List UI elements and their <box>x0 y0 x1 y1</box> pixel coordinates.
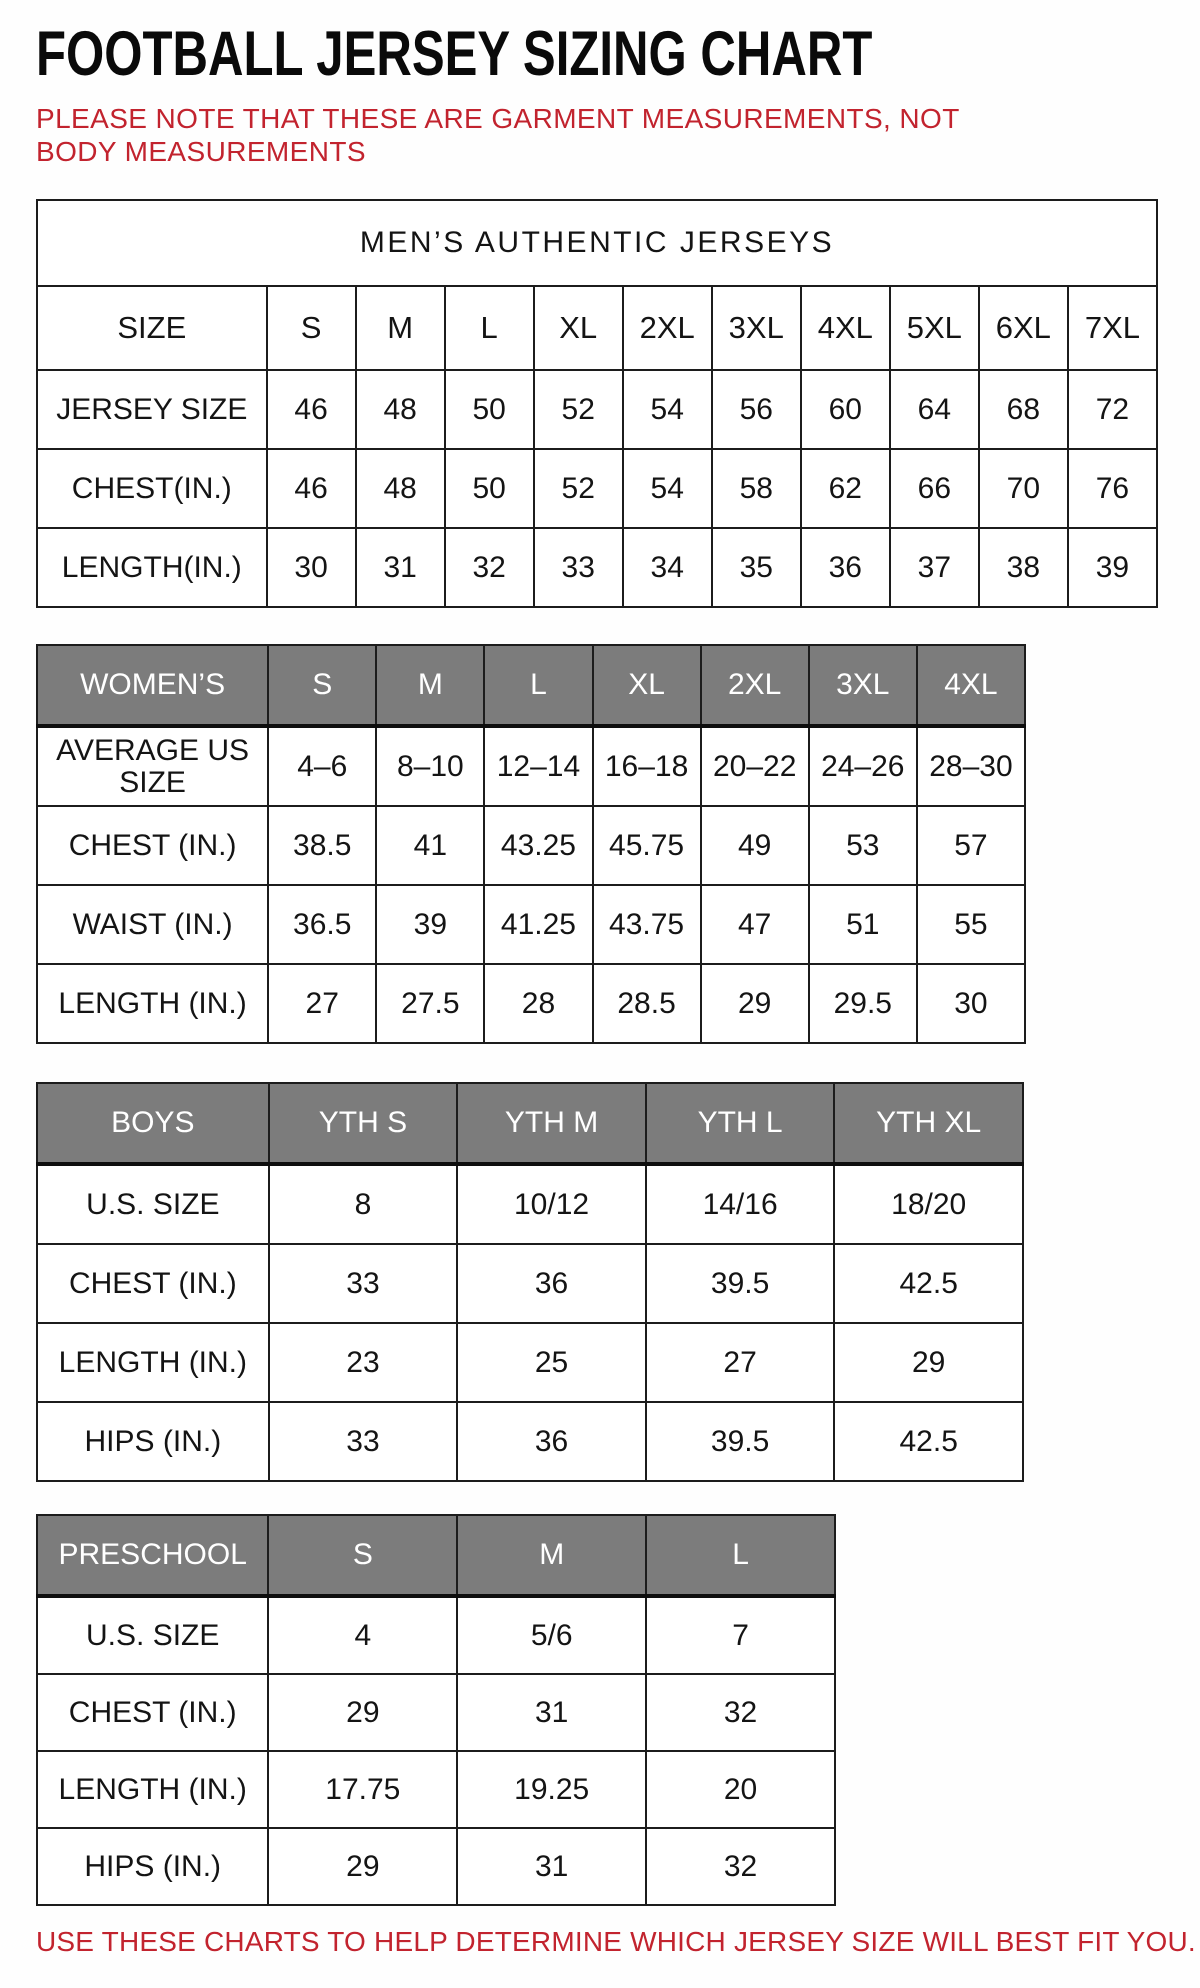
value-cell: 42.5 <box>834 1244 1023 1323</box>
value-cell: 27 <box>268 964 376 1043</box>
womens-length-in-row <box>37 964 1025 1043</box>
preschool-u-s-size-label: U.S. SIZE <box>37 1596 268 1674</box>
mens-column-4xl: 4XL <box>801 286 890 370</box>
value-cell: 25 <box>457 1323 646 1402</box>
value-cell: 29 <box>268 1828 457 1905</box>
mens-column-3xl: 3XL <box>712 286 801 370</box>
womens-sizing-table <box>36 644 1026 1044</box>
value-cell: 37 <box>890 528 979 607</box>
boys-column-yth-l: YTH L <box>646 1083 835 1164</box>
value-cell: 70 <box>979 449 1068 528</box>
value-cell: 76 <box>1068 449 1157 528</box>
womens-column-xl: XL <box>593 645 701 726</box>
mens-column-l: L <box>445 286 534 370</box>
mens-column-m: M <box>356 286 445 370</box>
value-cell: 28 <box>484 964 592 1043</box>
mens-length-in-row <box>37 528 1157 607</box>
mens-column-s: S <box>267 286 356 370</box>
value-cell: 7 <box>646 1596 835 1674</box>
preschool-u-s-size-row <box>37 1596 835 1674</box>
value-cell: 38 <box>979 528 1068 607</box>
boys-chest-in-label: CHEST (IN.) <box>37 1244 269 1323</box>
value-cell: 36.5 <box>268 885 376 964</box>
value-cell: 36 <box>457 1244 646 1323</box>
value-cell: 8 <box>269 1164 458 1244</box>
boys-hips-in-label: HIPS (IN.) <box>37 1402 269 1481</box>
preschool-header-row <box>37 1515 835 1596</box>
value-cell: 39 <box>1068 528 1157 607</box>
mens-banner-row <box>37 200 1157 286</box>
mens-chest-in-row <box>37 449 1157 528</box>
boys-hips-in-row <box>37 1402 1023 1481</box>
preschool-column-l: L <box>646 1515 835 1596</box>
mens-jersey-size-label: JERSEY SIZE <box>37 370 267 449</box>
womens-column-s: S <box>268 645 376 726</box>
mens-banner-title: MEN’S AUTHENTIC JERSEYS <box>37 200 1157 286</box>
mens-chest-in-label: CHEST(IN.) <box>37 449 267 528</box>
garment-measurements-note: PLEASE NOTE THAT THESE ARE GARMENT MEASUREMENTS, NOT BODY MEASUREMENTS <box>36 103 960 167</box>
value-cell: 39.5 <box>646 1402 835 1481</box>
value-cell: 28.5 <box>593 964 701 1043</box>
mens-column-2xl: 2XL <box>623 286 712 370</box>
value-cell: 35 <box>712 528 801 607</box>
value-cell: 12–14 <box>484 726 592 806</box>
value-cell: 28–30 <box>917 726 1025 806</box>
boys-column-yth-m: YTH M <box>457 1083 646 1164</box>
womens-header-row <box>37 645 1025 726</box>
value-cell: 41.25 <box>484 885 592 964</box>
value-cell: 34 <box>623 528 712 607</box>
value-cell: 30 <box>917 964 1025 1043</box>
value-cell: 46 <box>267 449 356 528</box>
value-cell: 32 <box>646 1828 835 1905</box>
mens-header-label: SIZE <box>37 286 267 370</box>
womens-column-4xl: 4XL <box>917 645 1025 726</box>
value-cell: 4–6 <box>268 726 376 806</box>
value-cell: 29.5 <box>809 964 917 1043</box>
womens-chest-in-row <box>37 806 1025 885</box>
value-cell: 49 <box>701 806 809 885</box>
value-cell: 64 <box>890 370 979 449</box>
mens-sizing-table <box>36 199 1158 608</box>
mens-length-in-label: LENGTH(IN.) <box>37 528 267 607</box>
value-cell: 41 <box>376 806 484 885</box>
value-cell: 31 <box>356 528 445 607</box>
womens-column-3xl: 3XL <box>809 645 917 726</box>
womens-column-2xl: 2XL <box>701 645 809 726</box>
value-cell: 52 <box>534 370 623 449</box>
value-cell: 29 <box>834 1323 1023 1402</box>
value-cell: 48 <box>356 370 445 449</box>
page-title: FOOTBALL JERSEY SIZING CHART <box>36 19 873 89</box>
womens-header-label: WOMEN’S <box>37 645 268 726</box>
value-cell: 62 <box>801 449 890 528</box>
value-cell: 8–10 <box>376 726 484 806</box>
value-cell: 32 <box>445 528 534 607</box>
womens-waist-in-label: WAIST (IN.) <box>37 885 268 964</box>
value-cell: 30 <box>267 528 356 607</box>
value-cell: 42.5 <box>834 1402 1023 1481</box>
womens-waist-in-row <box>37 885 1025 964</box>
value-cell: 31 <box>457 1828 646 1905</box>
value-cell: 68 <box>979 370 1068 449</box>
value-cell: 32 <box>646 1674 835 1751</box>
value-cell: 60 <box>801 370 890 449</box>
womens-average-us-size-row <box>37 726 1025 806</box>
value-cell: 38.5 <box>268 806 376 885</box>
mens-jersey-size-row <box>37 370 1157 449</box>
value-cell: 53 <box>809 806 917 885</box>
value-cell: 29 <box>268 1674 457 1751</box>
boys-header-row <box>37 1083 1023 1164</box>
value-cell: 10/12 <box>457 1164 646 1244</box>
value-cell: 56 <box>712 370 801 449</box>
preschool-hips-in-row <box>37 1828 835 1905</box>
value-cell: 36 <box>457 1402 646 1481</box>
boys-column-yth-s: YTH S <box>269 1083 458 1164</box>
preschool-chest-in-row <box>37 1674 835 1751</box>
boys-length-in-label: LENGTH (IN.) <box>37 1323 269 1402</box>
boys-sizing-table <box>36 1082 1024 1482</box>
preschool-sizing-table <box>36 1514 836 1906</box>
value-cell: 31 <box>457 1674 646 1751</box>
value-cell: 19.25 <box>457 1751 646 1828</box>
value-cell: 18/20 <box>834 1164 1023 1244</box>
preschool-chest-in-label: CHEST (IN.) <box>37 1674 268 1751</box>
value-cell: 33 <box>534 528 623 607</box>
value-cell: 48 <box>356 449 445 528</box>
value-cell: 55 <box>917 885 1025 964</box>
value-cell: 23 <box>269 1323 458 1402</box>
mens-column-xl: XL <box>534 286 623 370</box>
boys-u-s-size-label: U.S. SIZE <box>37 1164 269 1244</box>
value-cell: 54 <box>623 370 712 449</box>
womens-column-m: M <box>376 645 484 726</box>
preschool-header-label: PRESCHOOL <box>37 1515 268 1596</box>
boys-chest-in-row <box>37 1244 1023 1323</box>
value-cell: 29 <box>701 964 809 1043</box>
womens-length-in-label: LENGTH (IN.) <box>37 964 268 1043</box>
boys-column-yth-xl: YTH XL <box>834 1083 1023 1164</box>
womens-average-us-size-label: AVERAGE US SIZE <box>37 726 268 806</box>
value-cell: 27.5 <box>376 964 484 1043</box>
mens-column-6xl: 6XL <box>979 286 1068 370</box>
preschool-column-m: M <box>457 1515 646 1596</box>
preschool-length-in-row <box>37 1751 835 1828</box>
preschool-column-s: S <box>268 1515 457 1596</box>
value-cell: 4 <box>268 1596 457 1674</box>
value-cell: 33 <box>269 1244 458 1323</box>
value-cell: 20–22 <box>701 726 809 806</box>
value-cell: 16–18 <box>593 726 701 806</box>
boys-length-in-row <box>37 1323 1023 1402</box>
value-cell: 43.75 <box>593 885 701 964</box>
womens-column-l: L <box>484 645 592 726</box>
boys-u-s-size-row <box>37 1164 1023 1244</box>
value-cell: 66 <box>890 449 979 528</box>
value-cell: 27 <box>646 1323 835 1402</box>
value-cell: 33 <box>269 1402 458 1481</box>
value-cell: 46 <box>267 370 356 449</box>
mens-column-5xl: 5XL <box>890 286 979 370</box>
value-cell: 24–26 <box>809 726 917 806</box>
value-cell: 20 <box>646 1751 835 1828</box>
value-cell: 5/6 <box>457 1596 646 1674</box>
value-cell: 54 <box>623 449 712 528</box>
value-cell: 39 <box>376 885 484 964</box>
boys-header-label: BOYS <box>37 1083 269 1164</box>
value-cell: 50 <box>445 449 534 528</box>
value-cell: 36 <box>801 528 890 607</box>
preschool-hips-in-label: HIPS (IN.) <box>37 1828 268 1905</box>
mens-header-row <box>37 286 1157 370</box>
value-cell: 52 <box>534 449 623 528</box>
value-cell: 58 <box>712 449 801 528</box>
value-cell: 57 <box>917 806 1025 885</box>
value-cell: 17.75 <box>268 1751 457 1828</box>
value-cell: 43.25 <box>484 806 592 885</box>
value-cell: 50 <box>445 370 534 449</box>
womens-chest-in-label: CHEST (IN.) <box>37 806 268 885</box>
value-cell: 45.75 <box>593 806 701 885</box>
preschool-length-in-label: LENGTH (IN.) <box>37 1751 268 1828</box>
value-cell: 47 <box>701 885 809 964</box>
mens-column-7xl: 7XL <box>1068 286 1157 370</box>
value-cell: 39.5 <box>646 1244 835 1323</box>
value-cell: 14/16 <box>646 1164 835 1244</box>
value-cell: 72 <box>1068 370 1157 449</box>
footer-note: USE THESE CHARTS TO HELP DETERMINE WHICH JERSEY SIZE WILL BEST FIT YOU. <box>36 1926 1196 1957</box>
value-cell: 51 <box>809 885 917 964</box>
